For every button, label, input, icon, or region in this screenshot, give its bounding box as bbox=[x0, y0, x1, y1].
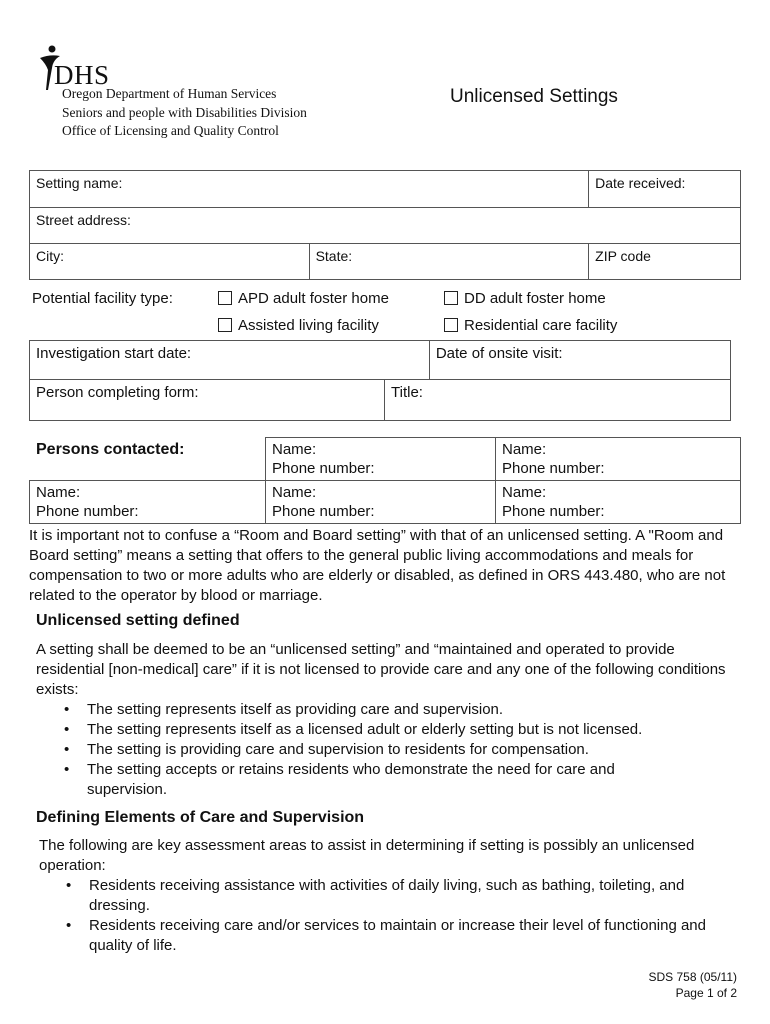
list-item: • Residents receiving assistance with activities of daily living, such as bathing, toileting, and dressing. bbox=[31, 876, 736, 916]
contact-name-label: Name: bbox=[502, 484, 547, 501]
list-item: • The setting represents itself as providing care and supervision. bbox=[29, 700, 744, 720]
investigation-table bbox=[29, 340, 731, 421]
zip-label: ZIP code bbox=[595, 248, 651, 264]
section1-bullets bbox=[29, 700, 744, 800]
option-label: DD adult foster home bbox=[464, 290, 606, 307]
contact-phone-label: Phone number: bbox=[272, 503, 375, 520]
section2-body: The following are key assessment areas to assist in determining if setting is possibly an unlicensed operation: bbox=[39, 837, 695, 874]
section-unlicensed-setting-defined bbox=[36, 612, 240, 630]
person-completing-field[interactable] bbox=[30, 380, 385, 421]
state-label: State: bbox=[315, 248, 353, 264]
checkbox[interactable] bbox=[444, 318, 458, 332]
contact-name-label: Name: bbox=[272, 484, 317, 501]
section-defining-elements bbox=[36, 809, 364, 827]
option-label: APD adult foster home bbox=[238, 290, 389, 307]
contact-phone-label: Phone number: bbox=[36, 503, 139, 520]
facility-type-label: Potential facility type: bbox=[32, 290, 173, 307]
form-number: SDS 758 (05/11) bbox=[648, 970, 737, 984]
onsite-visit-date-field[interactable] bbox=[429, 341, 730, 380]
checkbox[interactable] bbox=[218, 291, 232, 305]
contact-cell[interactable] bbox=[266, 438, 496, 481]
section1-body: A setting shall be deemed to be an “unlicensed setting” and “maintained and operated to provide residential [non-medical] care” if it is not licensed to provide care and any one of the following conditions exists: bbox=[36, 641, 726, 698]
option-label: Assisted living facility bbox=[238, 317, 379, 334]
option-residential-care-facility[interactable] bbox=[444, 317, 617, 334]
intro-paragraph: It is important not to confuse a “Room and Board setting” with that of an unlicensed setting. A "Room and Board setting” means a setting that offers to the general public living accommodations and meals for compensation to two or more adults who are elderly or disabled, as defined in ORS 443.480, who are not related to the operator by blood or marriage. bbox=[29, 527, 726, 604]
contacts-heading-cell bbox=[30, 438, 266, 481]
list-item: • The setting represents itself as a licensed adult or elderly setting but is not licensed. bbox=[29, 720, 744, 740]
option-label: Residential care facility bbox=[464, 317, 618, 334]
title-label: Title: bbox=[391, 384, 423, 401]
zip-field[interactable] bbox=[589, 244, 741, 280]
option-apd-adult-foster-home[interactable] bbox=[218, 290, 389, 307]
street-address-field[interactable] bbox=[30, 208, 741, 244]
person-completing-label: Person completing form: bbox=[36, 384, 199, 401]
date-received-field[interactable] bbox=[589, 171, 741, 208]
contact-name-label: Name: bbox=[272, 441, 317, 458]
setting-name-field[interactable] bbox=[30, 171, 589, 208]
contact-phone-label: Phone number: bbox=[502, 503, 605, 520]
setting-name-label: Setting name: bbox=[36, 175, 123, 191]
persons-contacted-heading: Persons contacted: bbox=[36, 441, 185, 458]
contact-cell[interactable] bbox=[496, 438, 741, 481]
contacts-table bbox=[29, 437, 741, 524]
contact-cell[interactable] bbox=[496, 481, 741, 524]
contact-name-label: Name: bbox=[502, 441, 547, 458]
investigation-start-date-field[interactable] bbox=[30, 341, 430, 380]
option-assisted-living-facility[interactable] bbox=[218, 317, 379, 334]
form-title: Unlicensed Settings bbox=[450, 86, 618, 107]
division-name: Seniors and people with Disabilities Division bbox=[62, 105, 307, 120]
page-number: Page 1 of 2 bbox=[675, 986, 737, 1000]
street-address-label: Street address: bbox=[36, 212, 131, 228]
office-name: Office of Licensing and Quality Control bbox=[62, 123, 279, 138]
contact-phone-label: Phone number: bbox=[502, 460, 605, 477]
contact-name-label: Name: bbox=[36, 484, 81, 501]
section-heading: Defining Elements of Care and Supervision bbox=[36, 809, 365, 826]
title-field[interactable] bbox=[385, 380, 731, 421]
org-name: Oregon Department of Human Services bbox=[62, 86, 277, 101]
date-received-label: Date received: bbox=[595, 175, 686, 191]
list-item: • Residents receiving care and/or services to maintain or increase their level of functioning and quality of life. bbox=[31, 916, 736, 956]
checkbox[interactable] bbox=[444, 291, 458, 305]
option-dd-adult-foster-home[interactable] bbox=[444, 290, 606, 307]
city-field[interactable] bbox=[30, 244, 310, 280]
checkbox[interactable] bbox=[218, 318, 232, 332]
city-label: City: bbox=[36, 248, 64, 264]
contact-phone-label: Phone number: bbox=[272, 460, 375, 477]
state-field[interactable] bbox=[309, 244, 589, 280]
setting-info-table bbox=[29, 170, 741, 280]
logo-text: DHS bbox=[54, 60, 110, 90]
onsite-visit-date-label: Date of onsite visit: bbox=[435, 345, 563, 362]
section-heading: Unlicensed setting defined bbox=[36, 612, 240, 629]
contact-cell[interactable] bbox=[30, 481, 266, 524]
section2-bullets bbox=[31, 876, 736, 956]
investigation-start-date-label: Investigation start date: bbox=[36, 345, 192, 362]
list-item: • The setting is providing care and supervision to residents for compensation. bbox=[29, 740, 744, 760]
list-item: • The setting accepts or retains residents who demonstrate the need for care and supervision. bbox=[29, 760, 687, 800]
contact-cell[interactable] bbox=[266, 481, 496, 524]
